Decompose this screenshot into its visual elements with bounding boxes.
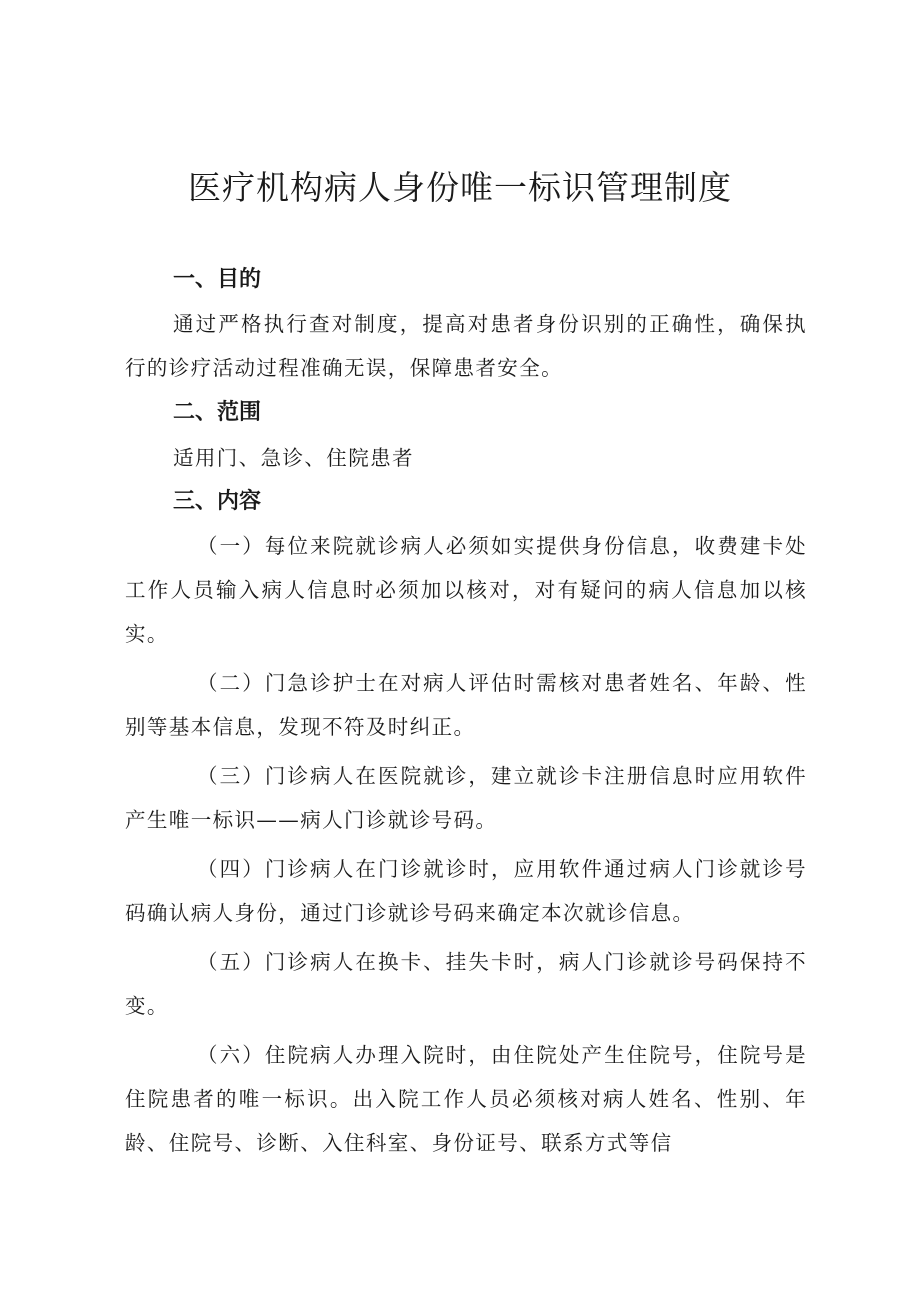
content-item-3: （三）门诊病人在医院就诊，建立就诊卡注册信息时应用软件产生唯一标识——病人门诊就诊号码。 [125,764,807,832]
document-body [125,258,807,1165]
section-heading-scope: 二、范围 [173,400,262,425]
content-item-4: （四）门诊病人在门诊就诊时，应用软件通过病人门诊就诊号码确认病人身份，通过门诊就诊号码来确定本次就诊信息。 [125,857,807,925]
scope-paragraph: 适用门、急诊、住院患者 [173,446,414,470]
content-item-5: （五）门诊病人在换卡、挂失卡时，病人门诊就诊号码保持不变。 [125,950,807,1018]
content-item-6: （六）住院病人办理入院时，由住院处产生住院号，住院号是住院患者的唯一标识。出入院工作人员必须核对病人姓名、性别、年龄、住院号、诊断、入住科室、身份证号、联系方式等信 [125,1043,807,1155]
purpose-paragraph: 通过严格执行查对制度，提高对患者身份识别的正确性，确保执行的诊疗活动过程准确无误，保障患者安全。 [125,312,807,380]
section-heading-purpose: 一、目的 [173,267,262,292]
content-item-2: （二）门急诊护士在对病人评估时需核对患者姓名、年龄、性别等基本信息，发现不符及时纠正。 [125,671,807,739]
content-item-1: （一）每位来院就诊病人必须如实提供身份信息，收费建卡处工作人员输入病人信息时必须加以核对，对有疑问的病人信息加以核实。 [125,534,807,646]
section-heading-content: 三、内容 [173,489,262,514]
document-title: 医疗机构病人身份唯一标识管理制度 [188,168,732,207]
